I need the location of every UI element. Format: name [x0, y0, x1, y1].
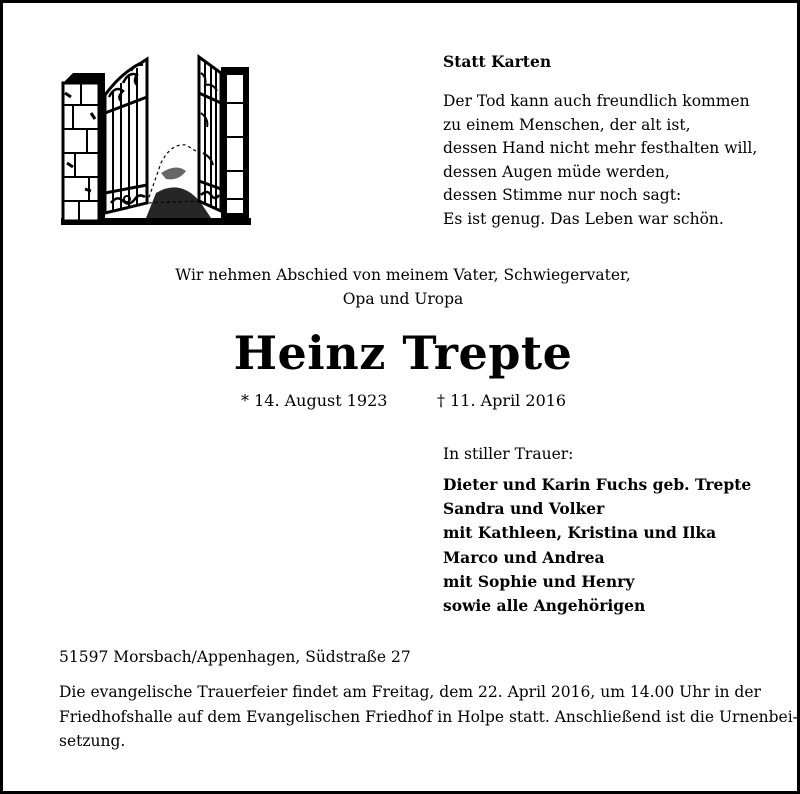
poem-line: dessen Hand nicht mehr festhalten will,: [443, 139, 758, 158]
poem-heading: Statt Karten: [443, 52, 552, 71]
mourner-line: Dieter und Karin Fuchs geb. Trepte: [443, 475, 752, 494]
poem-line: dessen Stimme nur noch sagt:: [443, 186, 682, 205]
notice-line: Die evangelische Trauerfeier findet am Freitag, dem 22. April 2016, um 14.00 Uhr in der: [59, 683, 761, 701]
poem-line: zu einem Menschen, der alt ist,: [443, 115, 691, 134]
mourner-line: Sandra und Volker: [443, 499, 605, 519]
mourner-line: sowie alle Angehörigen: [443, 596, 646, 616]
poem: [443, 51, 793, 232]
notice-line: Friedhofshalle auf dem Evangelischen Friedhof in Holpe statt. Anschließend ist die Urnenbei-: [59, 707, 798, 726]
deceased-name: Heinz Trepte: [233, 326, 573, 380]
farewell-intro: [3, 263, 800, 311]
poem-line: Es ist genug. Das Leben war schön.: [443, 209, 724, 228]
mourner-line: Marco und Andrea: [443, 547, 605, 567]
mourner-line: mit Kathleen, Kristina und Ilka: [443, 523, 717, 543]
address: 51597 Morsbach/Appenhagen, Südstraße 27: [59, 648, 411, 666]
poem-line: dessen Augen müde werden,: [443, 162, 670, 181]
death-date: † 11. April 2016: [437, 391, 567, 410]
mourners: [443, 443, 793, 618]
mourners-heading: In stiller Trauer:: [443, 445, 574, 463]
funeral-notice: [59, 680, 798, 754]
notice-line: setzung.: [59, 732, 126, 750]
birth-date: * 14. August 1923: [241, 391, 388, 410]
open-garden-gate-icon: [61, 53, 251, 225]
mourner-line: mit Sophie und Henry: [443, 571, 635, 591]
intro-line: Opa und Uropa: [342, 290, 464, 308]
poem-line: Der Tod kann auch freundlich kommen: [443, 92, 750, 110]
intro-line: Wir nehmen Abschied von meinem Vater, Schwiegervater,: [175, 266, 631, 284]
